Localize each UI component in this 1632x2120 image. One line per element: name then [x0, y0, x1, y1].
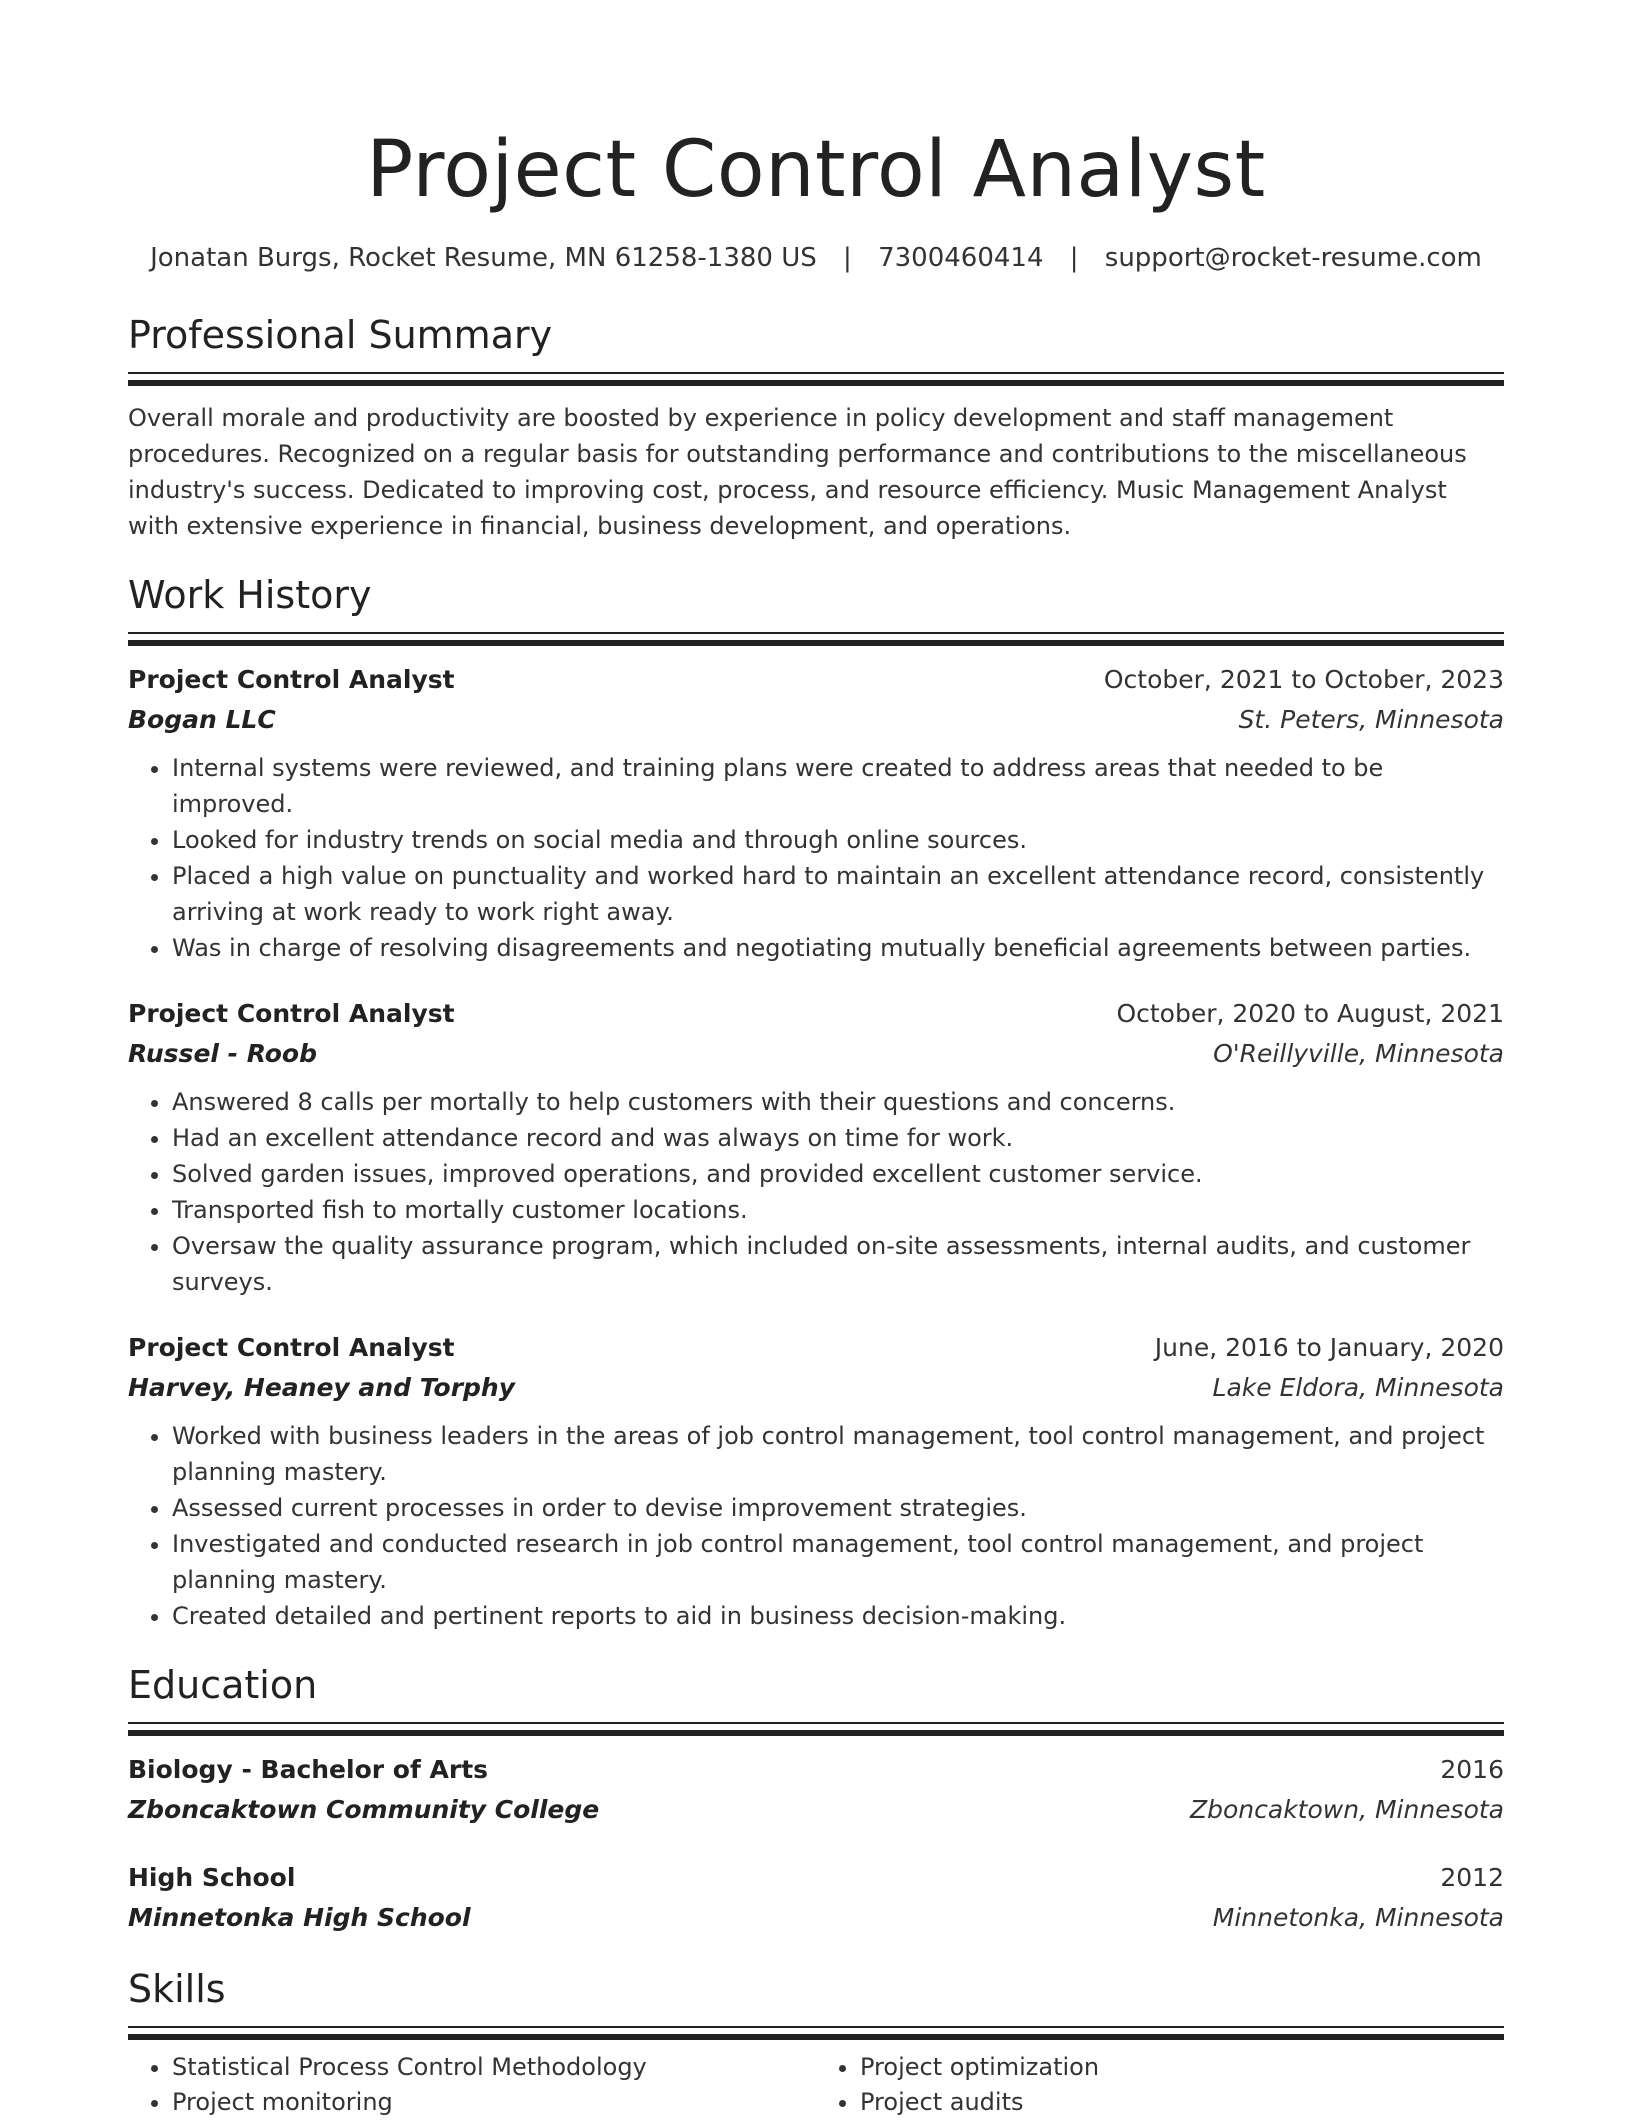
education-location: Zboncaktown, Minnesota: [1190, 1795, 1504, 1824]
section-divider: [128, 2026, 1504, 2040]
job-bullet: • Solved garden issues, improved operations, and provided excellent customer service.: [172, 1156, 1504, 1192]
job-dates: October, 2021 to October, 2023: [1103, 665, 1504, 694]
job-location: Lake Eldora, Minnesota: [1212, 1373, 1504, 1402]
skill-item: • Project audits: [860, 2085, 1504, 2120]
job-bullet: • Looked for industry trends on social media and through online sources.: [172, 822, 1504, 858]
summary-section: [128, 310, 1504, 544]
section-divider: [128, 372, 1504, 386]
job-company: Russel - Roob: [128, 1039, 318, 1068]
section-heading-work-history: Work History: [128, 573, 372, 617]
skills-section: [128, 1964, 1504, 2120]
job-entry: [128, 994, 1504, 1300]
section-heading-summary: Professional Summary: [128, 313, 553, 357]
contact-separator: |: [1069, 243, 1079, 273]
job-bullets: [128, 1084, 1504, 1300]
skills-column-left: [128, 2050, 816, 2120]
job-company: Harvey, Heaney and Torphy: [128, 1373, 516, 1402]
section-heading-education: Education: [128, 1663, 318, 1707]
skill-item: • Project optimization: [860, 2050, 1504, 2085]
job-title: Project Control Analyst: [128, 1333, 455, 1362]
job-company: Bogan LLC: [128, 705, 276, 734]
contact-phone: 7300460414: [878, 243, 1044, 273]
job-title: Project Control Analyst: [128, 999, 455, 1028]
job-entry: [128, 1328, 1504, 1634]
job-entry: [128, 660, 1504, 966]
education-entry: [128, 1750, 1504, 1830]
education-year: 2012: [1440, 1863, 1504, 1892]
education-school: Minnetonka High School: [128, 1903, 471, 1932]
job-location: St. Peters, Minnesota: [1238, 705, 1504, 734]
job-bullets: [128, 1418, 1504, 1634]
job-dates: June, 2016 to January, 2020: [1154, 1333, 1504, 1362]
skill-item: • Statistical Process Control Methodology: [172, 2050, 816, 2085]
job-bullet: • Investigated and conducted research in job control management, tool control management, and project planning mastery.: [172, 1526, 1504, 1598]
job-bullet: • Was in charge of resolving disagreements and negotiating mutually beneficial agreements between parties.: [172, 930, 1504, 966]
job-title: Project Control Analyst: [128, 665, 455, 694]
job-bullet: • Oversaw the quality assurance program, which included on-site assessments, internal audits, and customer surveys.: [172, 1228, 1504, 1300]
education-section: [128, 1660, 1504, 1938]
skills-list: [128, 2050, 1504, 2120]
job-bullet: • Assessed current processes in order to devise improvement strategies.: [172, 1490, 1504, 1526]
job-bullets: [128, 750, 1504, 966]
skill-item: • Project monitoring: [172, 2085, 816, 2120]
education-location: Minnetonka, Minnesota: [1212, 1903, 1504, 1932]
education-year: 2016: [1440, 1755, 1504, 1784]
job-location: O'Reillyville, Minnesota: [1213, 1039, 1504, 1068]
education-degree: High School: [128, 1863, 296, 1892]
job-dates: October, 2020 to August, 2021: [1116, 999, 1504, 1028]
job-bullet: • Had an excellent attendance record and was always on time for work.: [172, 1120, 1504, 1156]
work-history-section: [128, 570, 1504, 1634]
job-bullet: • Placed a high value on punctuality and worked hard to maintain an excellent attendance record, consistently arriving at work ready to work right away.: [172, 858, 1504, 930]
contact-line: [128, 240, 1504, 276]
contact-email: support@rocket-resume.com: [1104, 243, 1482, 273]
section-heading-skills: Skills: [128, 1967, 226, 2011]
contact-separator: |: [843, 243, 852, 273]
education-entry: [128, 1858, 1504, 1938]
skills-column-right: [816, 2050, 1504, 2120]
summary-text: Overall morale and productivity are boosted by experience in policy development and staff management procedures. Recognized on a regular basis for outstanding performance and contributions to the miscellaneous industry's success. Dedicated to improving cost, process, and resource efficiency. Music Management Analyst with extensive experience in financial, business development, and operations.: [128, 404, 1467, 540]
education-school: Zboncaktown Community College: [128, 1795, 600, 1824]
job-bullet: • Answered 8 calls per mortally to help customers with their questions and concerns.: [172, 1084, 1504, 1120]
resume-title: Project Control Analyst: [366, 125, 1266, 215]
job-bullet: • Worked with business leaders in the areas of job control management, tool control management, and project planning mastery.: [172, 1418, 1504, 1490]
education-degree: Biology - Bachelor of Arts: [128, 1755, 489, 1784]
job-bullet: • Internal systems were reviewed, and training plans were created to address areas that needed to be improved.: [172, 750, 1504, 822]
job-bullet: • Created detailed and pertinent reports to aid in business decision-making.: [172, 1598, 1504, 1634]
section-divider: [128, 1722, 1504, 1736]
job-bullet: • Transported fish to mortally customer locations.: [172, 1192, 1504, 1228]
contact-address: Jonatan Burgs, Rocket Resume, MN 61258-1380 US: [150, 243, 817, 273]
section-divider: [128, 632, 1504, 646]
